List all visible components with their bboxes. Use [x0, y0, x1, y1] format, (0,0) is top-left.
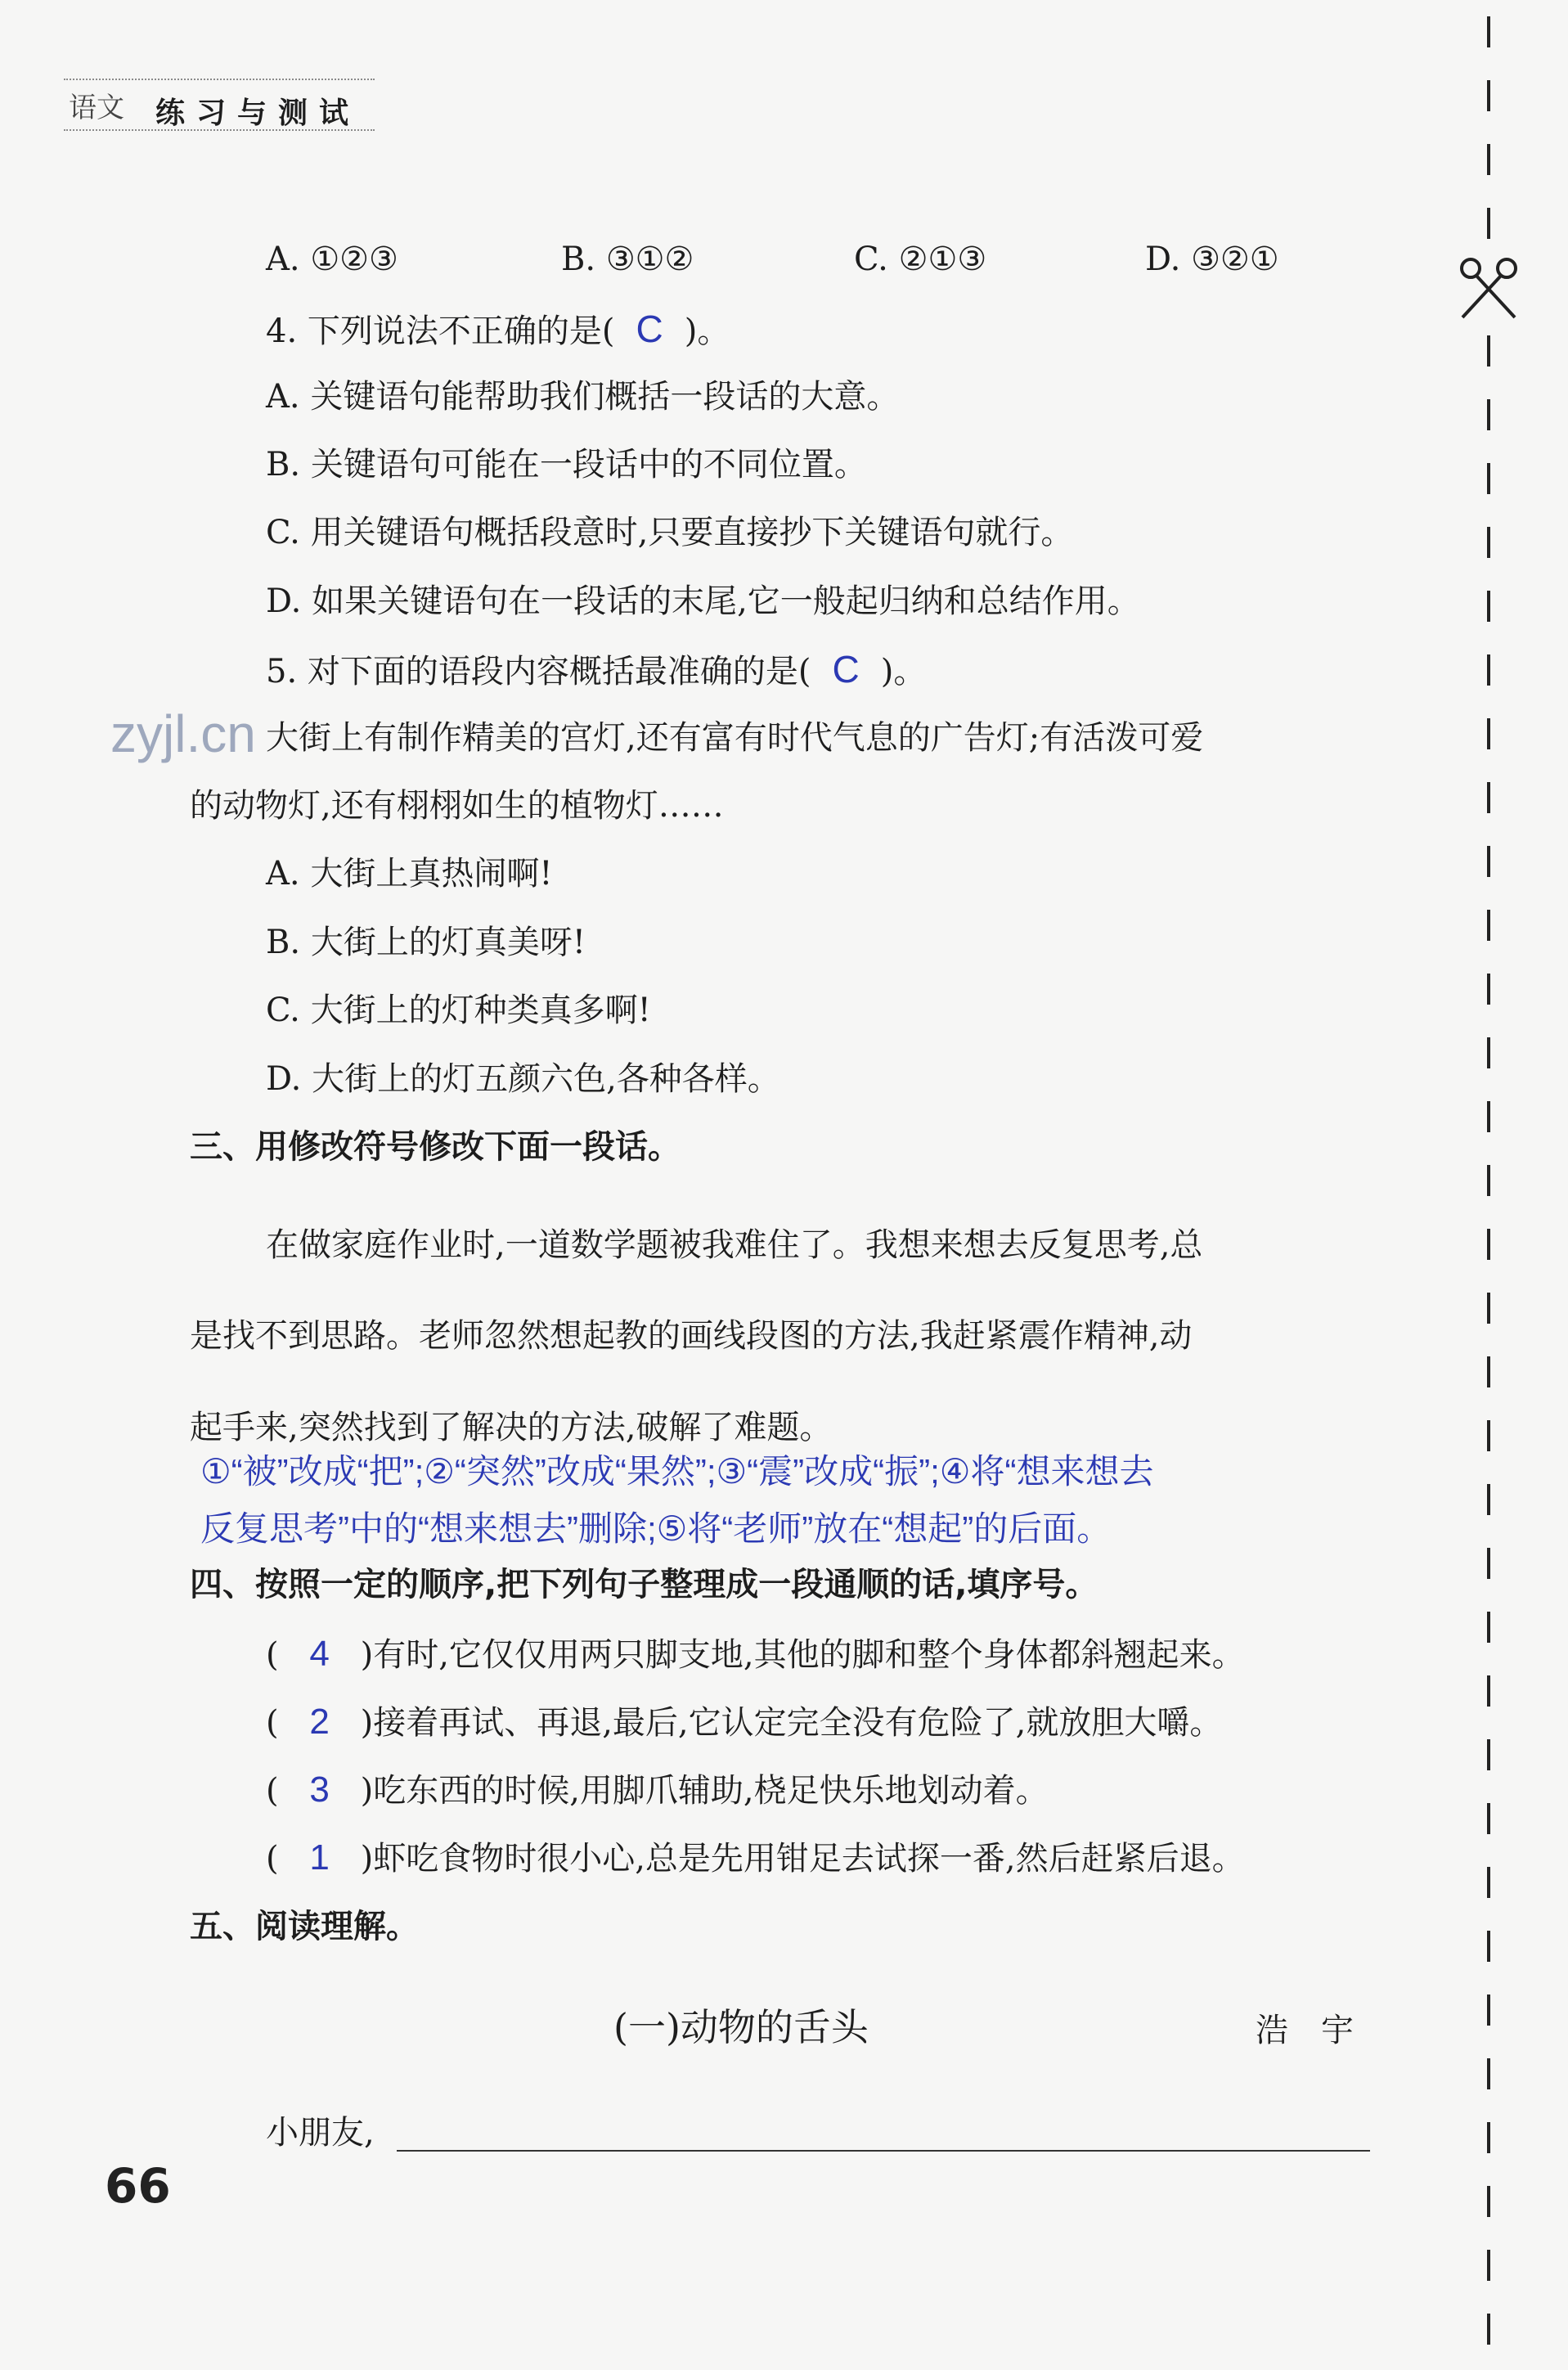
cut-line [1487, 16, 1490, 2356]
q5-prompt-before: 5. 对下面的语段内容概括最准确的是( [266, 653, 811, 690]
q4-option-d: D. 如果关键语句在一段话的末尾,它一般起归纳和总结作用。 [266, 582, 1140, 620]
section3-answer-line2: 反复思考”中的“想来想去”删除;⑤将“老师”放在“想起”的后面。 [200, 1509, 1112, 1548]
q4-option-a: A. 关键语句能帮助我们概括一段话的大意。 [266, 378, 900, 416]
section4-item-1-text: )有时,它仅仅用两只脚支地,其他的脚和整个身体都斜翘起来。 [360, 1636, 1245, 1674]
section4-item-1: ( 4 )有时,它仅仅用两只脚支地,其他的脚和整个身体都斜翘起来。 [266, 1634, 1245, 1674]
q5-option-d: D. 大街上的灯五颜六色,各种各样。 [266, 1060, 780, 1098]
article-title: (一)动物的舌头 [613, 2005, 869, 2049]
section4-title: 四、按照一定的顺序,把下列句子整理成一段通顺的话,填序号。 [190, 1566, 1098, 1603]
section4-item-4-num: 1 [309, 1837, 330, 1878]
section4-item-3-num: 3 [309, 1770, 330, 1810]
article-author: 浩 宇 [1256, 2012, 1354, 2049]
q3-option-a: A. ①②③ [266, 241, 398, 278]
section4-item-2-num: 2 [309, 1702, 330, 1742]
q5-prompt-after: )。 [880, 653, 927, 690]
q5-passage-line1: 大街上有制作精美的宫灯,还有富有时代气息的广告灯;有活泼可爱 [266, 719, 1204, 757]
header-subject: 语文 [69, 92, 124, 124]
section3-line1: 在做家庭作业时,一道数学题被我难住了。我想来想去反复思考,总 [266, 1226, 1203, 1264]
q4-prompt-before: 4. 下列说法不正确的是( [266, 313, 615, 350]
section3-answer-line1: ①“被”改成“把”;②“突然”改成“果然”;③“震”改成“振”;④将“想来想去 [200, 1452, 1154, 1491]
q5-option-b: B. 大街上的灯真美呀! [266, 924, 586, 961]
page-number: 66 [105, 2158, 171, 2214]
section3-line3: 起手来,突然找到了解决的方法,破解了难题。 [190, 1409, 833, 1446]
q5-option-a: A. 大街上真热闹啊! [266, 855, 553, 893]
section4-item-4-text: )虾吃食物时很小心,总是先用钳足去试探一番,然后赶紧后退。 [360, 1840, 1245, 1878]
q3-option-b: B. ③①② [561, 241, 694, 278]
q5-passage-line2: 的动物灯,还有栩栩如生的植物灯…… [190, 787, 724, 825]
section4-item-3: ( 3 )吃东西的时候,用脚爪辅助,桡足快乐地划动着。 [266, 1770, 1049, 1810]
section4-item-4: ( 1 )虾吃食物时很小心,总是先用钳足去试探一番,然后赶紧后退。 [266, 1837, 1245, 1878]
section4-item-2-text: )接着再试、再退,最后,它认定完全没有危险了,就放胆大嚼。 [360, 1704, 1223, 1742]
section5-title: 五、阅读理解。 [190, 1908, 419, 1945]
q4-answer: C [636, 308, 663, 350]
answer-blank-line [397, 2150, 1370, 2152]
q4-option-b: B. 关键语句可能在一段话中的不同位置。 [266, 446, 867, 483]
q3-option-d: D. ③②① [1145, 241, 1279, 278]
q5-prompt [266, 649, 926, 692]
q5-option-c: C. 大街上的灯种类真多啊! [266, 992, 651, 1029]
section4-item-3-text: )吃东西的时候,用脚爪辅助,桡足快乐地划动着。 [360, 1772, 1049, 1810]
header-title: 练习与测试 [155, 97, 361, 130]
section4-item-1-num: 4 [309, 1634, 330, 1674]
section3-line2: 是找不到思路。老师忽然想起教的画线段图的方法,我赶紧震作精神,动 [190, 1317, 1193, 1355]
q4-option-c: C. 用关键语句概括段意时,只要直接抄下关键语句就行。 [266, 514, 1074, 551]
section3-title: 三、用修改符号修改下面一段话。 [190, 1128, 681, 1166]
q3-option-c: C. ②①③ [854, 241, 987, 278]
q5-answer: C [832, 648, 860, 690]
section4-item-2: ( 2 )接着再试、再退,最后,它认定完全没有危险了,就放胆大嚼。 [266, 1702, 1223, 1742]
watermark: zyjl.cn [110, 704, 256, 763]
q4-prompt [266, 308, 730, 352]
article-start: 小朋友, [266, 2114, 375, 2152]
scissors-icon [1456, 254, 1521, 327]
q4-prompt-after: )。 [684, 313, 730, 350]
